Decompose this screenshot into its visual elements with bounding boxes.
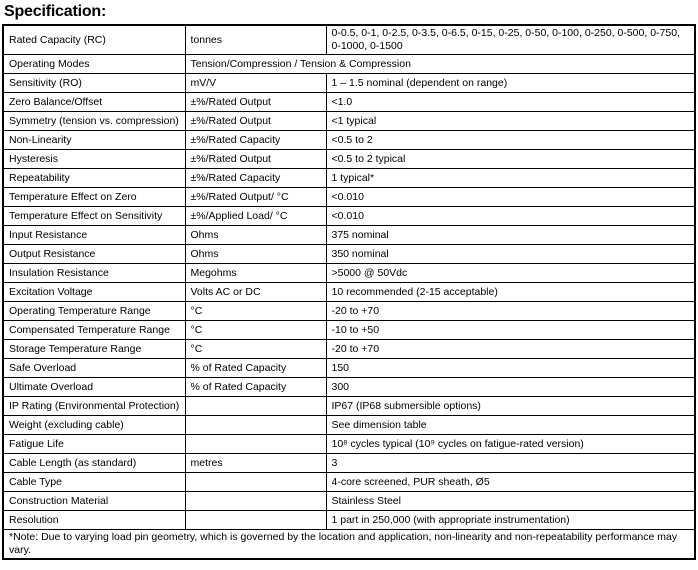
spec-value-cell: <1 typical	[326, 112, 695, 131]
spec-parameter-cell: Hysteresis	[3, 150, 185, 169]
spec-value-cell: 1 – 1.5 nominal (dependent on range)	[326, 74, 695, 93]
table-row	[3, 492, 695, 511]
spec-value-cell: >5000 @ 50Vdc	[326, 264, 695, 283]
spec-parameter-cell: Rated Capacity (RC)	[3, 25, 185, 55]
spec-value-cell: -20 to +70	[326, 302, 695, 321]
spec-table-body	[3, 25, 695, 530]
spec-units-cell: ±%/Rated Output	[185, 150, 326, 169]
spec-units-cell: Ohms	[185, 245, 326, 264]
spec-value-cell: 10⁸ cycles typical (10⁹ cycles on fatigue-rated version)	[326, 435, 695, 454]
spec-value-cell: 150	[326, 359, 695, 378]
table-row	[3, 473, 695, 492]
spec-units-cell: Volts AC or DC	[185, 283, 326, 302]
table-row	[3, 112, 695, 131]
spec-units-cell: metres	[185, 454, 326, 473]
spec-value-cell: 3	[326, 454, 695, 473]
spec-parameter-cell: IP Rating (Environmental Protection)	[3, 397, 185, 416]
spec-value-cell: -10 to +50	[326, 321, 695, 340]
spec-value-cell: <0.5 to 2 typical	[326, 150, 695, 169]
table-row	[3, 131, 695, 150]
spec-units-cell: °C	[185, 321, 326, 340]
table-row	[3, 359, 695, 378]
spec-units-cell: ±%/Rated Capacity	[185, 131, 326, 150]
table-row	[3, 169, 695, 188]
footnote-row	[3, 530, 695, 560]
table-row	[3, 74, 695, 93]
spec-parameter-cell: Cable Length (as standard)	[3, 454, 185, 473]
spec-units-cell: mV/V	[185, 74, 326, 93]
specification-table	[2, 24, 696, 560]
spec-parameter-cell: Resolution	[3, 511, 185, 530]
table-row	[3, 55, 695, 74]
spec-value-cell: IP67 (IP68 submersible options)	[326, 397, 695, 416]
spec-units-cell: ±%/Applied Load/ °C	[185, 207, 326, 226]
spec-parameter-cell: Ultimate Overload	[3, 378, 185, 397]
spec-parameter-cell: Insulation Resistance	[3, 264, 185, 283]
table-row	[3, 435, 695, 454]
spec-parameter-cell: Weight (excluding cable)	[3, 416, 185, 435]
spec-parameter-cell: Sensitivity (RO)	[3, 74, 185, 93]
spec-parameter-cell: Storage Temperature Range	[3, 340, 185, 359]
spec-value-cell: Stainless Steel	[326, 492, 695, 511]
spec-parameter-cell: Compensated Temperature Range	[3, 321, 185, 340]
spec-units-cell: °C	[185, 340, 326, 359]
table-row	[3, 302, 695, 321]
spec-parameter-cell: Fatigue Life	[3, 435, 185, 454]
table-row	[3, 340, 695, 359]
spec-value-cell: <0.010	[326, 188, 695, 207]
spec-value-cell: 4-core screened, PUR sheath, Ø5	[326, 473, 695, 492]
spec-value-cell: 10 recommended (2-15 acceptable)	[326, 283, 695, 302]
spec-parameter-cell: Input Resistance	[3, 226, 185, 245]
spec-parameter-cell: Repeatability	[3, 169, 185, 188]
spec-parameter-cell: Operating Temperature Range	[3, 302, 185, 321]
spec-parameter-cell: Temperature Effect on Sensitivity	[3, 207, 185, 226]
spec-value-cell: 1 typical*	[326, 169, 695, 188]
spec-parameter-cell: Operating Modes	[3, 55, 185, 74]
table-row	[3, 25, 695, 55]
spec-units-cell: % of Rated Capacity	[185, 378, 326, 397]
spec-units-cell	[185, 416, 326, 435]
spec-value-cell: 350 nominal	[326, 245, 695, 264]
table-row	[3, 511, 695, 530]
spec-table-footer	[3, 530, 695, 560]
footnote-cell: *Note: Due to varying load pin geometry, which is governed by the location and application, non-linearity and non-repeatability performance may vary.	[3, 530, 695, 560]
spec-units-cell: ±%/Rated Capacity	[185, 169, 326, 188]
table-row	[3, 188, 695, 207]
spec-parameter-cell: Output Resistance	[3, 245, 185, 264]
spec-units-cell: Ohms	[185, 226, 326, 245]
spec-units-cell	[185, 511, 326, 530]
table-row	[3, 93, 695, 112]
spec-units-cell	[185, 473, 326, 492]
spec-units-cell: Megohms	[185, 264, 326, 283]
spec-value-cell: <1.0	[326, 93, 695, 112]
spec-value-cell: <0.5 to 2	[326, 131, 695, 150]
spec-parameter-cell: Zero Balance/Offset	[3, 93, 185, 112]
table-row	[3, 264, 695, 283]
spec-value-cell: 300	[326, 378, 695, 397]
spec-parameter-cell: Safe Overload	[3, 359, 185, 378]
spec-units-cell: ±%/Rated Output/ °C	[185, 188, 326, 207]
spec-value-cell: 0-0.5, 0-1, 0-2.5, 0-3.5, 0-6.5, 0-15, 0-25, 0-50, 0-100, 0-250, 0-500, 0-750, 0-1000, 0-1500	[326, 25, 695, 55]
table-row	[3, 207, 695, 226]
table-row	[3, 245, 695, 264]
table-row	[3, 397, 695, 416]
table-row	[3, 378, 695, 397]
spec-parameter-cell: Construction Material	[3, 492, 185, 511]
spec-parameter-cell: Non-Linearity	[3, 131, 185, 150]
spec-value-cell: -20 to +70	[326, 340, 695, 359]
table-row	[3, 226, 695, 245]
table-row	[3, 283, 695, 302]
spec-parameter-cell: Cable Type	[3, 473, 185, 492]
table-row	[3, 416, 695, 435]
spec-value-cell: See dimension table	[326, 416, 695, 435]
spec-parameter-cell: Symmetry (tension vs. compression)	[3, 112, 185, 131]
spec-units-cell	[185, 397, 326, 416]
spec-units-cell: ±%/Rated Output	[185, 112, 326, 131]
table-row	[3, 150, 695, 169]
spec-units-cell: °C	[185, 302, 326, 321]
table-row	[3, 321, 695, 340]
spec-value-cell: Tension/Compression / Tension & Compression	[185, 55, 695, 74]
spec-value-cell: 375 nominal	[326, 226, 695, 245]
page-title: Specification:	[4, 3, 107, 20]
spec-units-cell: % of Rated Capacity	[185, 359, 326, 378]
spec-parameter-cell: Excitation Voltage	[3, 283, 185, 302]
spec-units-cell: ±%/Rated Output	[185, 93, 326, 112]
spec-parameter-cell: Temperature Effect on Zero	[3, 188, 185, 207]
spec-units-cell: tonnes	[185, 25, 326, 55]
table-row	[3, 454, 695, 473]
spec-units-cell	[185, 492, 326, 511]
spec-value-cell: <0.010	[326, 207, 695, 226]
spec-value-cell: 1 part in 250,000 (with appropriate instrumentation)	[326, 511, 695, 530]
spec-units-cell	[185, 435, 326, 454]
